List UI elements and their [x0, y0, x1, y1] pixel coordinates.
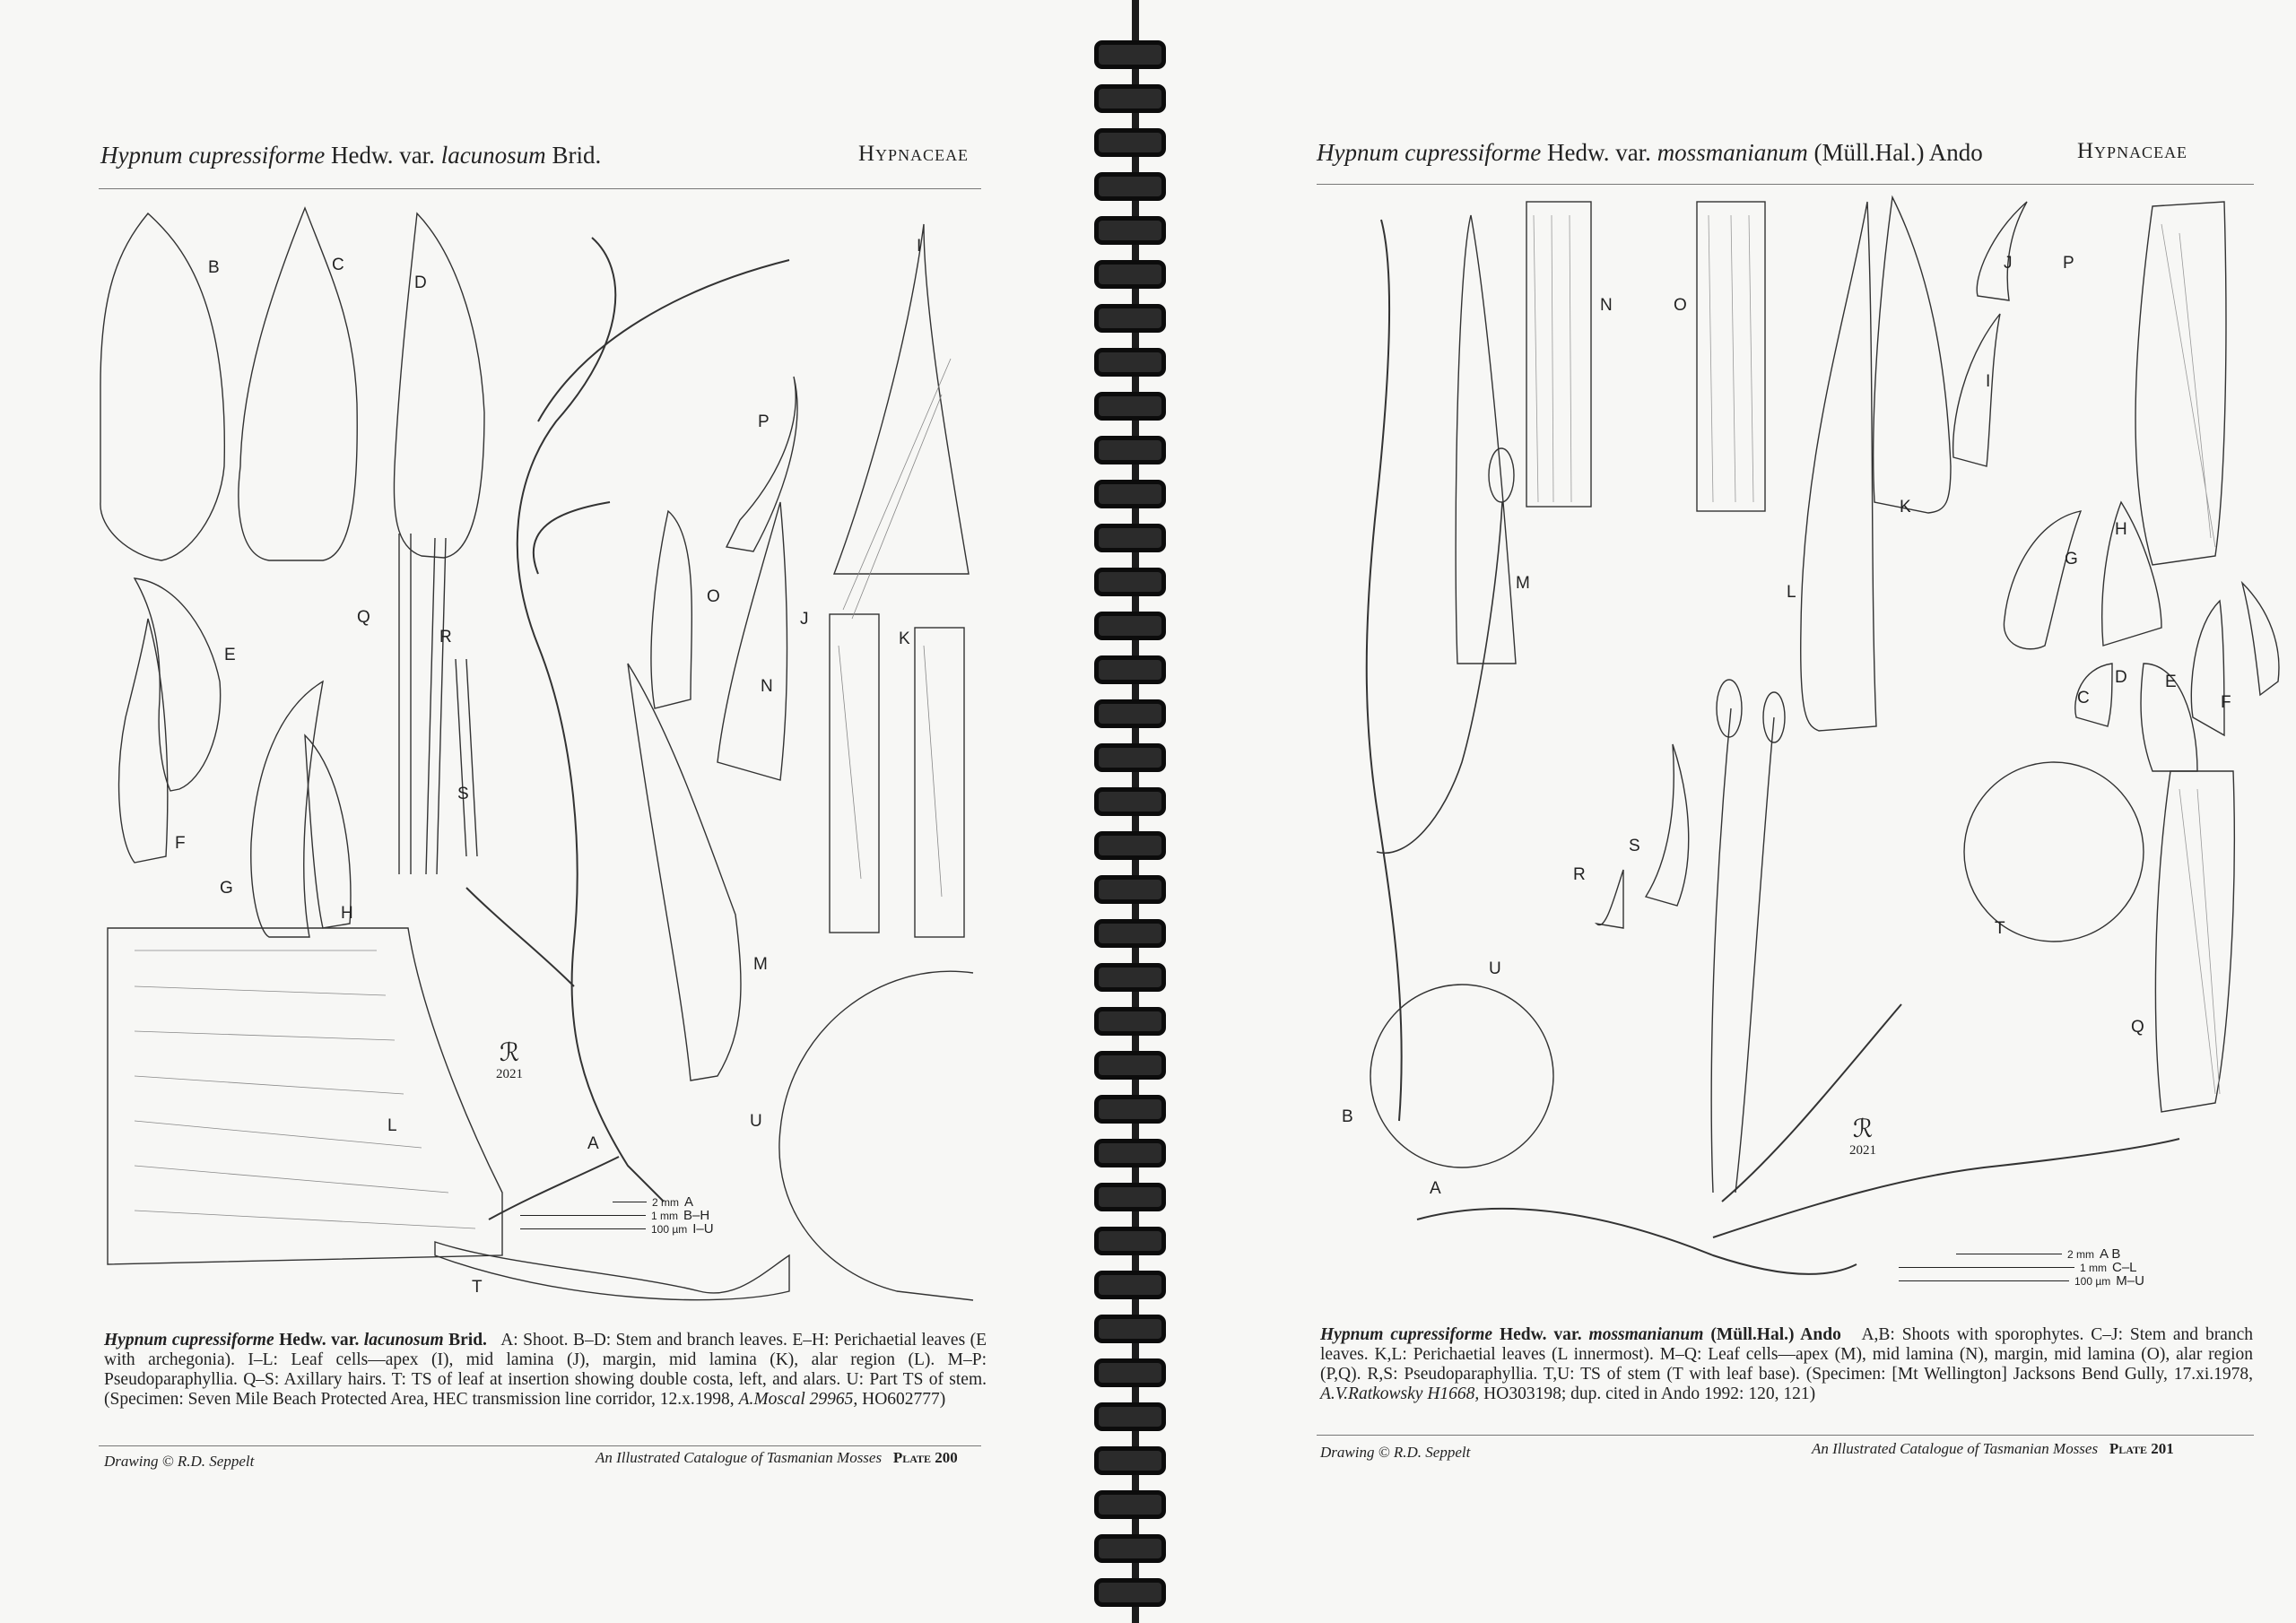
- leaf-section-T: [435, 1242, 789, 1300]
- binding-ring: [1094, 216, 1166, 245]
- binding-ring: [1094, 1534, 1166, 1563]
- leaf-D: [394, 213, 484, 558]
- leaf-B: [100, 213, 224, 560]
- fig-letter: H: [341, 904, 353, 923]
- leaf-E: [2191, 601, 2224, 735]
- fig-letter: B: [1342, 1107, 1353, 1126]
- pseudo-O: [651, 511, 691, 708]
- plate-caption-200: Hypnum cupressiforme Hedw. var. lacunosum Brid. A: Shoot. B–D: Stem and branch leaves. E–H: Perichaetial leaves (E with archegonia). I–L: Leaf cells—apex (I), mid lamina (J), margin, mid lamina (K), alar region (L). M–P: Pseudoparaphyllia. Q–S: Axillary hairs. T: TS of leaf at insertion showing double costa, left, and alars. U: Part TS of stem. (Specimen: Seven Mile Beach Protected Area, HEC transmission line corridor, 12.x.1998, A.Moscal 29965, HO602777): [104, 1331, 987, 1409]
- fig-letter: L: [387, 1116, 397, 1135]
- binding-ring: [1094, 1358, 1166, 1387]
- artist-signature: ℛ 2021: [1845, 1116, 1881, 1159]
- fig-letter: J: [2004, 254, 2013, 273]
- binding-ring: [1094, 1271, 1166, 1299]
- binding-ring: [1094, 524, 1166, 552]
- author: Brid.: [552, 142, 602, 169]
- variety-name: lacunosum: [440, 142, 546, 169]
- fig-letter: N: [1600, 296, 1613, 315]
- fig-letter: O: [1674, 296, 1687, 315]
- leaf-H: [305, 735, 351, 928]
- footer-series: An Illustrated Catalogue of Tasmanian Mosses Plate 200: [596, 1449, 958, 1466]
- fig-letter: U: [750, 1112, 762, 1131]
- fig-letter: E: [2165, 673, 2177, 691]
- species-name: Hypnum cupressiforme: [1317, 139, 1542, 166]
- binding-ring: [1094, 787, 1166, 816]
- binding-ring: [1094, 1446, 1166, 1475]
- drawing-credit: Drawing © R.D. Seppelt: [1320, 1444, 1471, 1461]
- shoot-B: [1367, 220, 1402, 1121]
- fig-letter: K: [1900, 498, 1911, 516]
- fig-letter: G: [2065, 550, 2078, 568]
- seta-2: [1735, 717, 1774, 1193]
- binding-ring: [1094, 1051, 1166, 1080]
- binding-ring: [1094, 1139, 1166, 1167]
- fig-letter: E: [224, 646, 236, 664]
- fig-letter: O: [707, 587, 720, 606]
- footer-rule: [99, 1445, 981, 1446]
- fig-letter: N: [761, 677, 773, 696]
- fig-letter: S: [1629, 837, 1640, 855]
- fig-letter: L: [1787, 583, 1796, 602]
- stem-section-T: [1964, 762, 2144, 942]
- leafcells-P: [2135, 202, 2226, 565]
- shoot-A: [517, 238, 664, 1202]
- binding-ring: [1094, 743, 1166, 772]
- fig-letter: T: [472, 1278, 483, 1297]
- fig-letter: C: [332, 256, 344, 274]
- hair-R: [426, 538, 446, 874]
- binding-ring: [1094, 831, 1166, 860]
- author: (Müll.Hal.) Ando: [1813, 139, 1983, 166]
- plate-caption-201: Hypnum cupressiforme Hedw. var. mossmanianum (Müll.Hal.) Ando A,B: Shoots with sporophytes. C–J: Stem and branch leaves. K,L: Perichaetial leaves (L innermost). M–Q: Leaf cells—apex (M), mid lamina (N), margin, mid lamina (O), alar region (P,Q). R,S: Pseudoparaphyllia. T,U: TS of stem (T with leaf base). (Specimen: [Mt Wellington] Jacksons Bend Gully, 17.xi.1978, A.V.Ratkowsky H1668, HO303198; dup. cited in Ando 1992: 120, 121): [1320, 1325, 2253, 1403]
- binding-ring: [1094, 568, 1166, 596]
- seta-1: [1711, 708, 1731, 1193]
- fig-letter: G: [220, 879, 233, 898]
- fig-letter: S: [457, 785, 469, 803]
- leafcells-Q: [2155, 771, 2234, 1112]
- binding-ring: [1094, 348, 1166, 377]
- fig-letter: R: [439, 628, 452, 647]
- binding-ring: [1094, 480, 1166, 508]
- author: Hedw. var.: [330, 142, 435, 169]
- scale-bar-C-L: 1 mm C–L: [1899, 1260, 2137, 1275]
- fig-letter: F: [2221, 693, 2231, 712]
- fig-letter: Q: [357, 608, 370, 627]
- fig-letter: I: [1986, 372, 1991, 391]
- hair-S: [456, 659, 477, 856]
- scale-bar-A: 2 mm A: [613, 1194, 693, 1210]
- fig-letter: J: [800, 610, 809, 629]
- fig-letter: P: [758, 412, 770, 431]
- scale-bar-M-U: 100 µm M–U: [1899, 1273, 2144, 1289]
- binding-ring: [1094, 304, 1166, 333]
- binding-ring: [1094, 612, 1166, 640]
- binding-ring: [1094, 172, 1166, 201]
- pseudo-P: [726, 377, 797, 551]
- scale-bar-AB: 2 mm A B: [1956, 1246, 2120, 1262]
- fig-letter: M: [1516, 574, 1530, 593]
- signature-year: 2021: [1849, 1143, 1876, 1158]
- fig-letter: H: [2115, 520, 2127, 539]
- binding-ring: [1094, 1007, 1166, 1036]
- binding-ring: [1094, 875, 1166, 904]
- right-page: [1139, 0, 2296, 1623]
- binding-ring: [1094, 260, 1166, 289]
- fig-letter: A: [587, 1134, 599, 1153]
- binding-ring: [1094, 655, 1166, 684]
- binding-ring: [1094, 1578, 1166, 1607]
- leaf-F: [2242, 583, 2279, 695]
- author: Hedw. var.: [1546, 139, 1651, 166]
- footer-rule: [1317, 1435, 2254, 1436]
- leafcells-M: [1456, 215, 1516, 664]
- leaf-I: [1953, 314, 2000, 466]
- shoot-A: [1417, 1209, 1857, 1274]
- artist-signature: ℛ 2021: [491, 1040, 527, 1082]
- fig-letter: M: [753, 955, 768, 974]
- binding-ring: [1094, 1402, 1166, 1431]
- binding-ring: [1094, 699, 1166, 728]
- binding-ring: [1094, 84, 1166, 113]
- footer-series: An Illustrated Catalogue of Tasmanian Mosses Plate 201: [1812, 1440, 2174, 1457]
- leafcells-O: [1697, 202, 1765, 511]
- leaf-E: [135, 578, 221, 791]
- drawing-credit: Drawing © R.D. Seppelt: [104, 1453, 255, 1470]
- family-name-left: Hypnaceae: [858, 142, 970, 166]
- fig-letter: C: [2077, 689, 2090, 707]
- binding-ring: [1094, 436, 1166, 464]
- fig-letter: T: [1995, 919, 2005, 938]
- stem-section-U: [1370, 985, 1553, 1167]
- leafcells-I: [834, 224, 969, 574]
- leafcells-K: [915, 628, 964, 937]
- pseudo-R: [1596, 870, 1623, 928]
- binding-ring: [1094, 1490, 1166, 1519]
- fig-letter: D: [414, 273, 427, 292]
- fig-letter: K: [899, 629, 910, 648]
- binding-ring: [1094, 1315, 1166, 1343]
- leaf-J: [1977, 202, 2027, 300]
- fig-letter: R: [1573, 865, 1586, 884]
- fig-letter: F: [175, 834, 186, 853]
- sporophyte-branch: [1377, 502, 1502, 853]
- leafcells-L: [108, 928, 502, 1264]
- shoot-A-branch: [1713, 1139, 2179, 1237]
- leaf-K: [1874, 197, 1951, 513]
- fig-letter: D: [2115, 668, 2127, 687]
- hair-Q: [399, 534, 411, 874]
- binding-ring: [1094, 392, 1166, 421]
- species-name: Hypnum cupressiforme: [100, 142, 326, 169]
- left-page: [0, 0, 1132, 1623]
- binding-ring: [1094, 40, 1166, 69]
- binding-ring: [1094, 919, 1166, 948]
- fig-letter: P: [2063, 254, 2074, 273]
- branch-mid: [534, 502, 610, 574]
- scale-bar-B-H: 1 mm B–H: [520, 1208, 709, 1223]
- binding-ring: [1094, 1183, 1166, 1211]
- stem-U: [779, 971, 973, 1300]
- pseudo-M: [628, 664, 741, 1081]
- scale-bar-I-U: 100 µm I–U: [520, 1221, 714, 1237]
- pseudo-S: [1646, 744, 1689, 906]
- fig-letter: I: [917, 237, 922, 256]
- family-name-right: Hypnaceae: [2077, 139, 2188, 163]
- shoot-A-branch-2: [1722, 1004, 1901, 1202]
- variety-name: mossmanianum: [1657, 139, 1808, 166]
- signature-year: 2021: [496, 1067, 523, 1081]
- binding-ring: [1094, 963, 1166, 992]
- leaf-L: [1801, 202, 1876, 731]
- fig-letter: U: [1489, 959, 1501, 978]
- leaf-H: [2102, 502, 2161, 646]
- fig-letter: Q: [2131, 1018, 2144, 1037]
- leafcells-J: [830, 614, 879, 933]
- fig-letter: A: [1430, 1179, 1441, 1198]
- fig-letter: B: [208, 258, 220, 277]
- branch-lower: [466, 888, 574, 986]
- binding-ring: [1094, 1227, 1166, 1255]
- binding-ring: [1094, 128, 1166, 157]
- binding-ring: [1094, 1095, 1166, 1124]
- leaf-G: [2004, 511, 2081, 649]
- leaf-G: [251, 681, 323, 937]
